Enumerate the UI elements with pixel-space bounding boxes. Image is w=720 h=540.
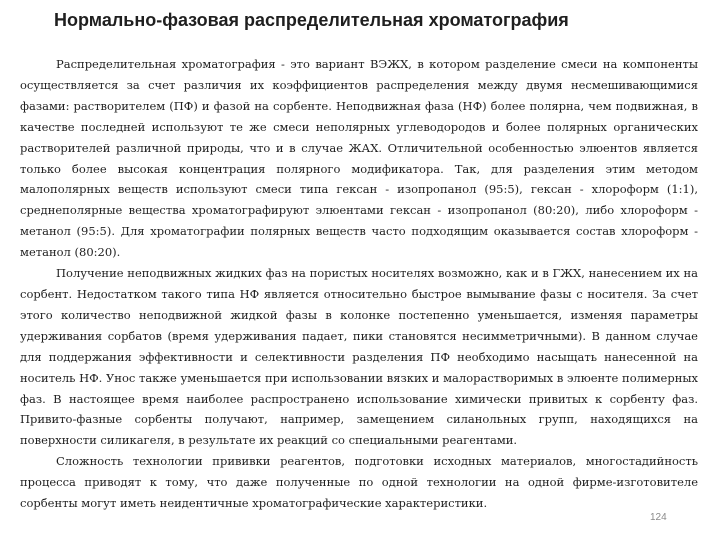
body-text [20,54,698,514]
page-title: Нормально-фазовая распределительная хроматография [54,10,569,30]
paragraph-stationary-phases: Получение неподвижных жидких фаз на пористых носителях возможно, как и в ГЖХ, нанесением их на сорбент. Недостатком такого типа НФ является относительно быстрое вымывание фазы с носителя. За счет этого количество неподвижной жидкой фазы в колонке постепенно уменьшается, изменяя параметры удерживания сорбатов (время удерживания падает, пики становятся несимметричными). В данном случае для поддержания эффективности и селективности разделения ПФ необходимо насыщать нанесенной на носитель НФ. Унос также уменьшается при использовании вязких и малорастворимых в элюенте полимерных фаз. В настоящее время наиболее распространено использование химически привитых к сорбенту фаз. Привито-фазные сорбенты получают, например, замещением силанольных групп, находящихся на поверхности силикагеля, в результате их реакций со специальными реагентами. [20,266,698,448]
page-number: 124 [650,512,667,523]
paragraph-grafting-technology: Сложность технологии прививки реагентов, подготовки исходных материалов, многостадийность процесса приводят к тому, что даже полученные по одной технологии на одной фирме-изготовителе сорбенты могут иметь неидентичные хроматографические характеристики. [20,454,698,511]
paragraph-distribution-chromatography: Распределительная хроматография - это вариант ВЭЖХ, в котором разделение смеси на компоненты осуществляется за счет различия их коэффициентов распределения между двумя несмешивающимися фазами: растворителем (ПФ) и фазой на сорбенте. Неподвижная фаза (НФ) более полярна, чем подвижная, в качестве последней используют те же смеси неполярных углеводородов и более полярных органических растворителей различной природы, что и в случае ЖАХ. Отличительной особенностью элюентов является только более высокая концентрация полярного модификатора. Так, для разделения этим методом малополярных веществ используют смеси типа гексан - изопропанол (95:5), гексан - хлороформ (1:1), среднеполярные вещества хроматографируют элюентами гексан - изопропанол (80:20), либо хлороформ - метанол (95:5). Для хроматографии полярных веществ часто подходящим оказывается состав хлороформ - метанол (80:20). [20,57,698,260]
